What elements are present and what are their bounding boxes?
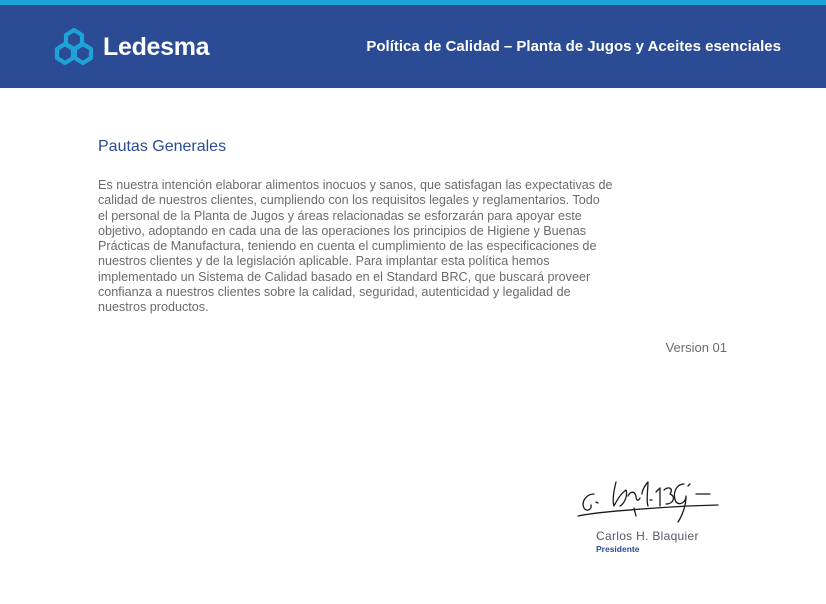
- paragraph-line: objetivo, adoptando en cada una de las operaciones los principios de Higiene y Buenas: [98, 223, 586, 238]
- brand-logo: [53, 27, 209, 67]
- version-label: Version 01: [665, 340, 727, 355]
- ledesma-logo-mark-icon: [53, 27, 95, 67]
- signer-name: Carlos H. Blaquier: [596, 529, 699, 543]
- paragraph-line: nuestros productos.: [98, 300, 209, 315]
- paragraph-line: calidad de nuestros clientes, cumpliendo con los requisitos legales y reglamentarios. Todo: [98, 193, 600, 208]
- paragraph-line: Es nuestra intención elaborar alimentos inocuos y sanos, que satisfagan las expectativas de: [98, 178, 613, 192]
- signer-role: Presidente: [596, 544, 640, 554]
- document-title: Política de Calidad – Planta de Jugos y Aceites esenciales: [366, 38, 781, 55]
- paragraph-line: el personal de la Planta de Jugos y áreas relacionadas se esforzarán para apoyar este: [98, 208, 582, 223]
- paragraph-line: confianza a nuestros clientes sobre la calidad, seguridad, autenticidad y legalidad de: [98, 285, 571, 300]
- policy-paragraph: [98, 178, 676, 316]
- paragraph-line: implementado un Sistema de Calidad basado en el Standard BRC, que buscará proveer: [98, 269, 591, 284]
- brand-name: Ledesma: [103, 33, 210, 61]
- page-header: [0, 5, 826, 88]
- paragraph-line: Prácticas de Manufactura, teniendo en cuenta el cumplimiento de las especificaciones de: [98, 239, 597, 254]
- section-title: Pautas Generales: [98, 138, 227, 155]
- paragraph-line: nuestros clientes y de la legislación aplicable. Para implantar esta política hemos: [98, 254, 550, 269]
- handwritten-signature: [576, 472, 726, 528]
